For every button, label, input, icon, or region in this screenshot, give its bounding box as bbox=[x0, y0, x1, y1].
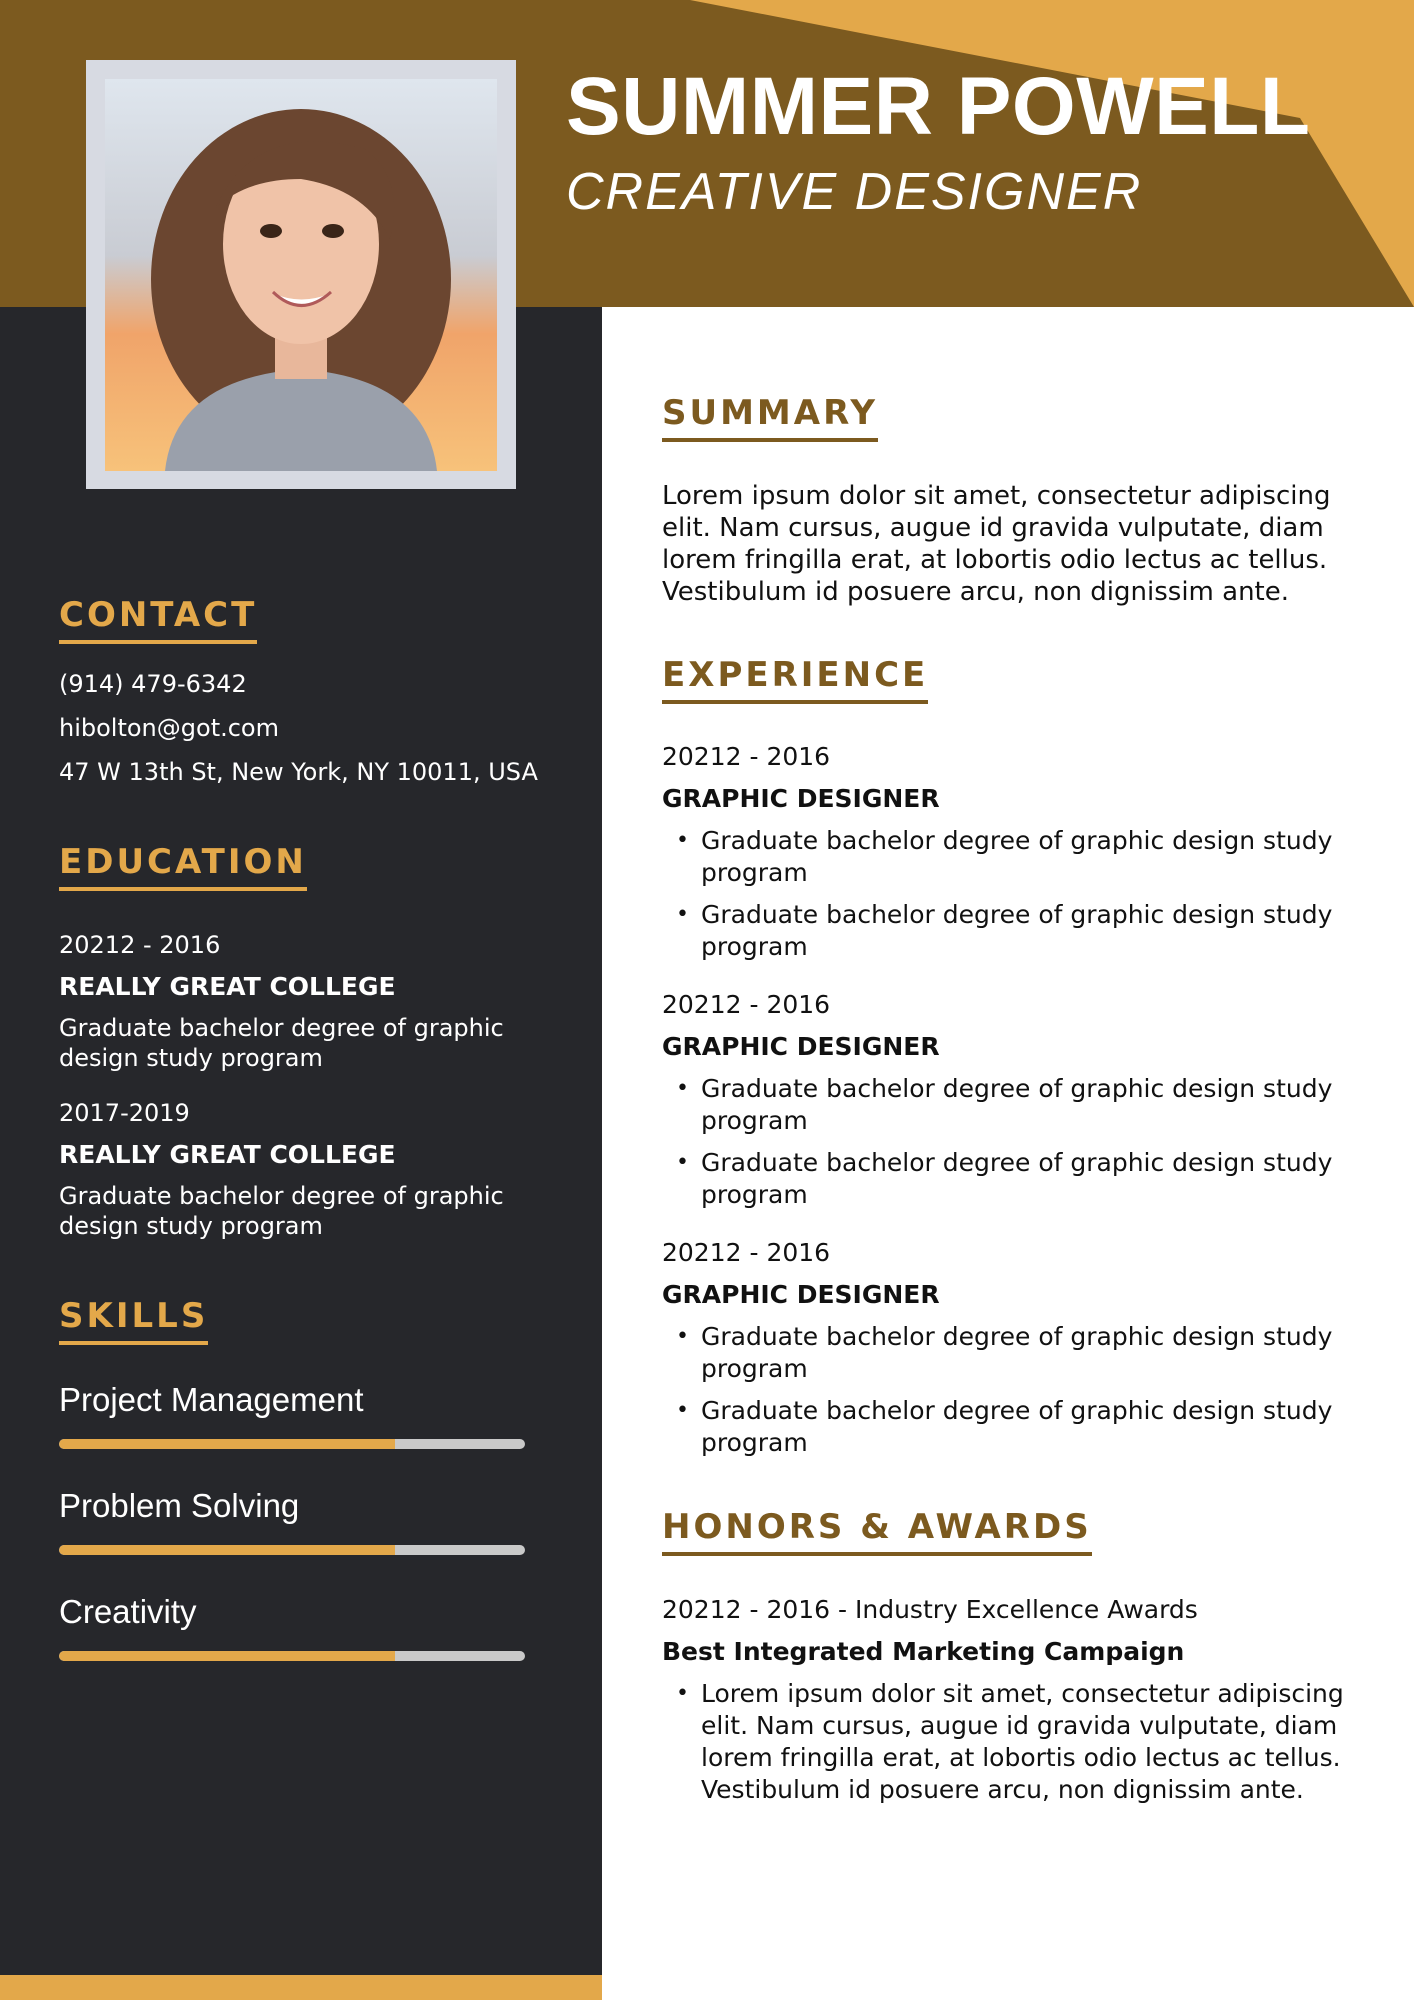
skill-name: Project Management bbox=[59, 1381, 364, 1418]
experience-years: 20212 - 2016 bbox=[662, 990, 831, 1019]
skill-name: Creativity bbox=[59, 1593, 197, 1630]
awards-heading: HONORS & AWARDS bbox=[662, 1506, 1092, 1556]
experience-bullet: Graduate bachelor degree of graphic design study program bbox=[701, 826, 1333, 887]
experience-bullet: Graduate bachelor degree of graphic design study program bbox=[701, 1396, 1333, 1457]
skill-bar-fill bbox=[59, 1439, 395, 1449]
skill-bar-fill bbox=[59, 1651, 395, 1661]
education-school: REALLY GREAT COLLEGE bbox=[59, 1140, 396, 1169]
experience-bullet: Graduate bachelor degree of graphic design study program bbox=[701, 1074, 1333, 1135]
experience-bullet: Graduate bachelor degree of graphic design study program bbox=[701, 1322, 1333, 1383]
experience-role: GRAPHIC DESIGNER bbox=[662, 1032, 940, 1061]
bullet-dot: • bbox=[676, 1681, 689, 1706]
profile-photo bbox=[105, 79, 497, 471]
award-title: Best Integrated Marketing Campaign bbox=[662, 1637, 1185, 1666]
education-description: Graduate bachelor degree of graphic design study program bbox=[59, 1182, 504, 1240]
experience-role: GRAPHIC DESIGNER bbox=[662, 784, 940, 813]
sidebar-bottom-bar bbox=[0, 1975, 602, 2000]
skill-bar-fill bbox=[59, 1545, 395, 1555]
education-heading: EDUCATION bbox=[59, 841, 307, 891]
education-years: 20212 - 2016 bbox=[59, 931, 221, 959]
award-line: 20212 - 2016 - Industry Excellence Awards bbox=[662, 1595, 1198, 1624]
award-bullet: Lorem ipsum dolor sit amet, consectetur adipiscing elit. Nam cursus, augue id gravida vulputate, diam lorem fringilla erat, at lobortis odio lectus ac tellus. Vestibulum id posuere arcu, non dignissim ante. bbox=[701, 1679, 1344, 1804]
candidate-title: CREATIVE DESIGNER bbox=[566, 163, 1143, 221]
skill-bar-track bbox=[59, 1439, 525, 1449]
experience-bullet: Graduate bachelor degree of graphic design study program bbox=[701, 1148, 1333, 1209]
bullet-dot: • bbox=[676, 902, 689, 927]
experience-role: GRAPHIC DESIGNER bbox=[662, 1280, 940, 1309]
skill-bar-track bbox=[59, 1651, 525, 1661]
bullet-dot: • bbox=[676, 1076, 689, 1101]
contact-email: hibolton@got.com bbox=[59, 714, 279, 742]
experience-years: 20212 - 2016 bbox=[662, 1238, 831, 1267]
education-years: 2017-2019 bbox=[59, 1099, 190, 1127]
summary-heading: SUMMARY bbox=[662, 392, 878, 442]
education-description: Graduate bachelor degree of graphic design study program bbox=[59, 1014, 504, 1072]
experience-years: 20212 - 2016 bbox=[662, 742, 831, 771]
contact-phone: (914) 479-6342 bbox=[59, 670, 247, 698]
experience-heading: EXPERIENCE bbox=[662, 654, 928, 704]
bullet-dot: • bbox=[676, 1150, 689, 1175]
skills-heading: SKILLS bbox=[59, 1295, 208, 1345]
contact-heading: CONTACT bbox=[59, 594, 257, 644]
bullet-dot: • bbox=[676, 1398, 689, 1423]
candidate-name: SUMMER POWELL bbox=[566, 61, 1311, 152]
summary-text: Lorem ipsum dolor sit amet, consectetur adipiscing elit. Nam cursus, augue id gravida vulputate, diam lorem fringilla erat, at lobortis odio lectus ac tellus. Vestibulum id posuere arcu, non dignissim ante. bbox=[662, 481, 1331, 607]
skill-name: Problem Solving bbox=[59, 1487, 300, 1524]
education-school: REALLY GREAT COLLEGE bbox=[59, 972, 396, 1001]
bullet-dot: • bbox=[676, 1324, 689, 1349]
experience-bullet: Graduate bachelor degree of graphic design study program bbox=[701, 900, 1333, 961]
bullet-dot: • bbox=[676, 828, 689, 853]
contact-address: 47 W 13th St, New York, NY 10011, USA bbox=[59, 758, 538, 786]
skill-bar-track bbox=[59, 1545, 525, 1555]
profile-photo-frame bbox=[86, 60, 516, 489]
